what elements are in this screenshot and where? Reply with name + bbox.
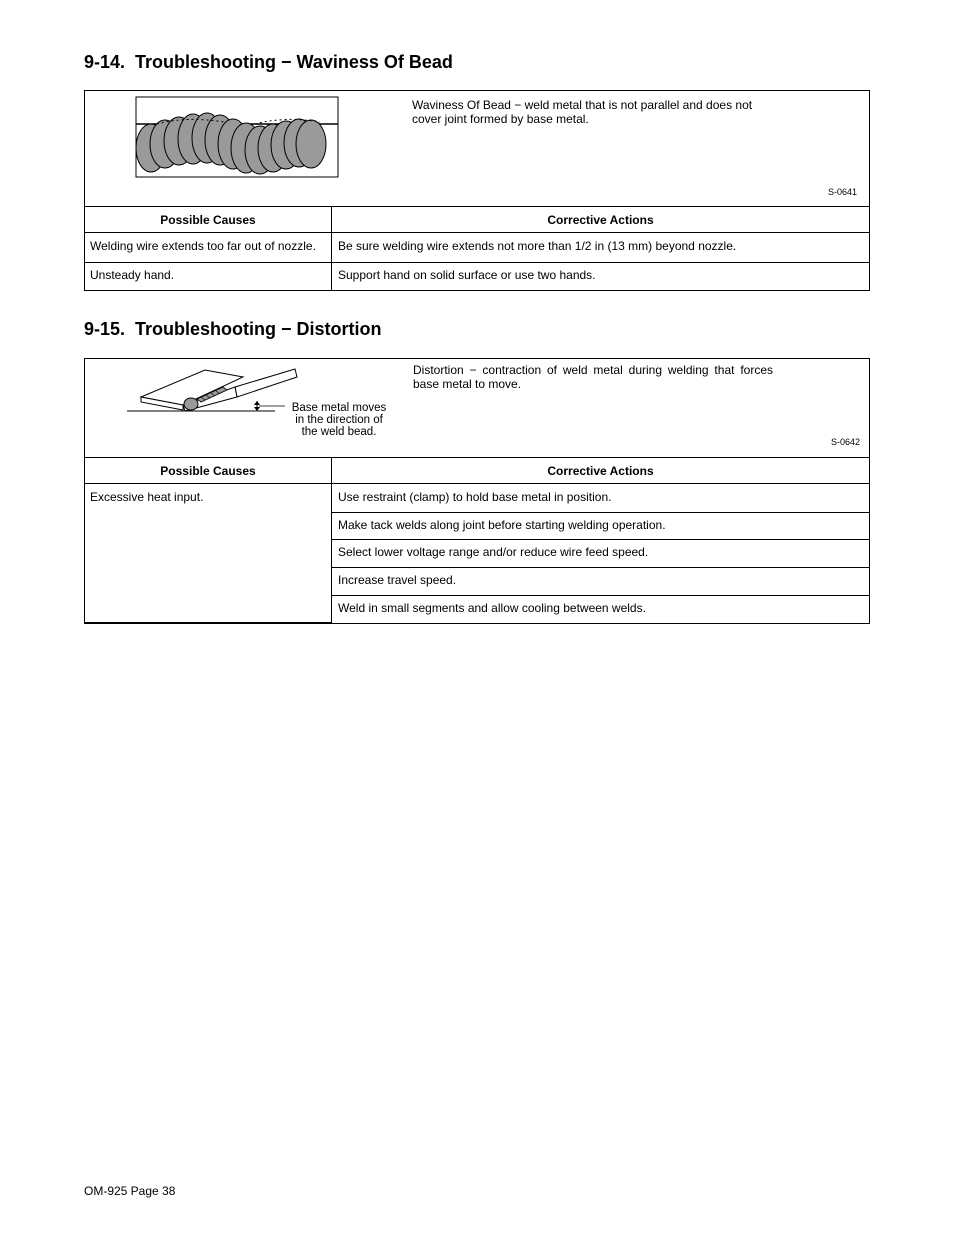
section-15-causes-header: Possible Causes — [85, 458, 332, 484]
section-15-actions-header: Corrective Actions — [332, 458, 870, 484]
action-cell: Increase travel speed. — [332, 568, 870, 596]
section-15-title: Troubleshooting − Distortion — [135, 319, 382, 339]
table-row — [85, 484, 869, 513]
section-14-table — [85, 207, 869, 290]
cause-cell: Excessive heat input. — [85, 484, 332, 623]
action-cell: Make tack welds along joint before starting welding operation. — [332, 513, 870, 540]
section-14-figure-area — [85, 91, 869, 207]
section-14-causes-header: Possible Causes — [85, 207, 332, 233]
section-14-box — [84, 90, 870, 291]
table-row — [85, 263, 869, 291]
action-cell: Support hand on solid surface or use two hands. — [332, 263, 870, 291]
figure-label-line: Base metal moves — [291, 402, 387, 414]
action-cell: Select lower voltage range and/or reduce wire feed speed. — [332, 540, 870, 568]
action-cell: Weld in small segments and allow cooling between welds. — [332, 596, 870, 623]
section-14-actions-header: Corrective Actions — [332, 207, 870, 233]
waviness-bead-illustration — [135, 96, 339, 178]
table-row — [85, 233, 869, 263]
section-15-header-row — [85, 458, 869, 484]
section-14-heading — [84, 52, 453, 73]
section-15-description: Distortion − contraction of weld metal during welding that forces base metal to move. — [413, 363, 773, 391]
action-cell: Use restraint (clamp) to hold base metal in position. — [332, 484, 870, 513]
distortion-figure-label — [279, 402, 399, 438]
figure-label-line: in the direction of — [295, 414, 383, 426]
cause-cell: Welding wire extends too far out of nozzle. — [85, 233, 332, 263]
action-cell: Be sure welding wire extends not more than 1/2 in (13 mm) beyond nozzle. — [332, 233, 870, 263]
section-15-box — [84, 358, 870, 624]
section-15-heading — [84, 319, 382, 340]
section-15-figure-area — [85, 359, 869, 458]
distortion-illustration — [125, 365, 305, 415]
page-footer: OM-925 Page 38 — [84, 1184, 176, 1198]
section-14-figure-code: S-0641 — [827, 187, 857, 197]
section-14-description: Waviness Of Bead − weld metal that is not parallel and does not cover joint formed by base metal. — [412, 98, 753, 126]
section-14-header-row — [85, 207, 869, 233]
section-15-figure-code: S-0642 — [830, 437, 860, 447]
figure-label-line: the weld bead. — [301, 426, 377, 438]
section-14-number: 9-14. — [84, 52, 126, 72]
section-15-table — [85, 458, 869, 623]
section-14-title: Troubleshooting − Waviness Of Bead — [135, 52, 453, 72]
section-15-number: 9-15. — [84, 319, 126, 339]
cause-cell: Unsteady hand. — [85, 263, 332, 291]
